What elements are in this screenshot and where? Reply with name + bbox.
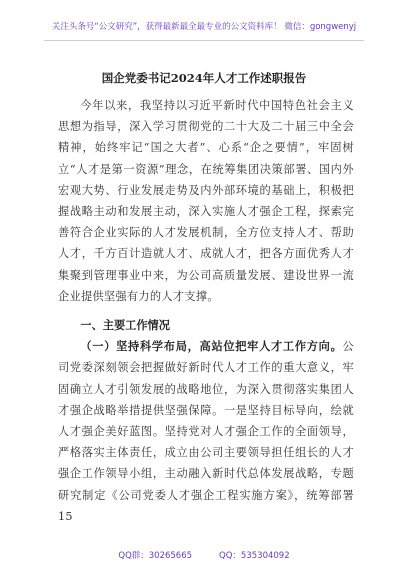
document-body xyxy=(58,95,354,527)
header-divider xyxy=(44,40,364,41)
intro-paragraph: 今年以来，我坚持以习近平新时代中国特色社会主义思想为指导，深入学习贯彻党的二十大及二十届三中全会精神，始终牢记“国之大者”、心系“企之要情”，牢固树立“人才是第一资源”理念，在统筹集团决策部署、国内外宏观大势、行业发展走势及内外部环境的基础上，积极把握战略主动和发展主动，深入实施人才强企工程，探索完善符合企业实际的人才发展机制，全方位支持人才、帮助人才，千方百计造就人才、成就人才，把各方面优秀人才集聚到管理事业中来，为公司高质量发展、建设世界一流企业提供坚强有力的人才支撑。 xyxy=(58,99,354,303)
subsection-heading: （一）坚持科学布局，高站位把牢人才工作方向。 xyxy=(80,339,343,354)
subsection-body: 公司党委深刻领会把握做好新时代人才工作的重大意义，牢固确立人才引领发展的战略地位，为深入贯彻落实集团人才强企战略举措提供坚强保障。一是坚持目标导向，绘就人才强企美好蓝图。坚持党对人才强企工作的全面领导，严格落实主体责任，成立由公司主要领导担任组长的人才强企工作领导小组，主动融入新时代总体发展战略，专题研究制定《公司党委人才强企工程实施方案》，统筹部署15 xyxy=(58,340,354,523)
document-title: 国企党委书记2024年人才工作述职报告 xyxy=(101,71,307,85)
header-promo-text: 关注头条号“公文研究”，获得最新最全最专业的公文资料库！ 微信：gongwenyj xyxy=(51,22,357,32)
footer-contact-text: QQ群：30265665 QQ：535304092 xyxy=(118,551,290,561)
section-heading-main-work: 一、主要工作情况 xyxy=(80,318,170,333)
subsection-paragraph xyxy=(58,336,354,527)
